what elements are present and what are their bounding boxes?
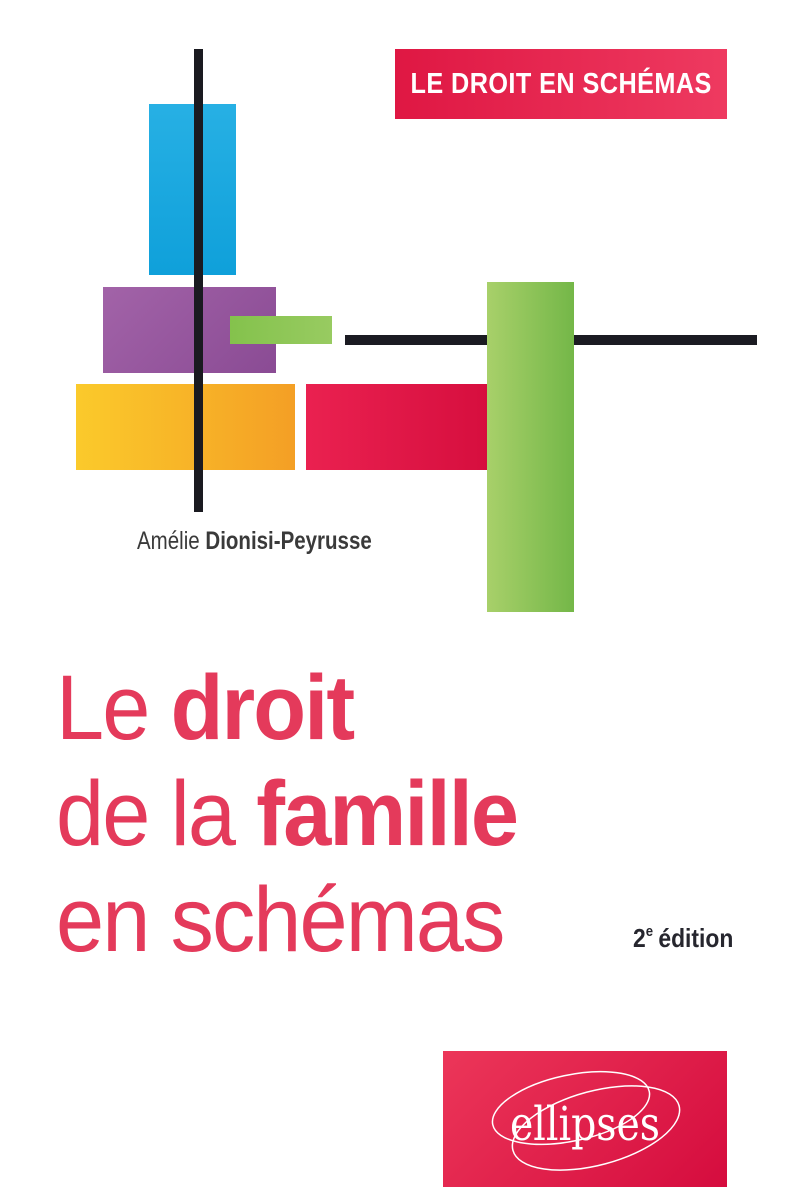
title-line-2-light: de la	[56, 763, 257, 865]
edition-word: édition	[658, 923, 734, 953]
title-line-3-light: en schémas	[56, 869, 504, 971]
red-rectangle	[306, 384, 490, 470]
publisher-name: ellipses	[510, 1097, 660, 1152]
title-line-2	[56, 761, 517, 867]
title-line-2-bold: famille	[256, 763, 518, 865]
edition-label	[633, 923, 733, 954]
publisher-logo	[443, 1051, 727, 1187]
blue-rectangle	[149, 104, 236, 275]
title-line-1-bold: droit	[170, 657, 354, 759]
book-title	[56, 655, 517, 973]
green-horizontal-bar	[230, 316, 332, 344]
author-last-name: Dionisi-Peyrusse	[205, 527, 372, 555]
edition-number: 2	[633, 923, 646, 953]
publisher-logo-graphic	[443, 1051, 727, 1187]
title-line-1	[56, 655, 517, 761]
title-line-1-light: Le	[56, 657, 171, 759]
collection-banner	[395, 49, 727, 119]
edition-superscript: e	[645, 923, 654, 941]
green-vertical-rectangle	[487, 282, 574, 612]
collection-banner-label: LE DROIT EN SCHÉMAS	[410, 67, 712, 100]
author-name	[137, 527, 372, 556]
vertical-black-line	[194, 49, 203, 512]
author-first-name: Amélie	[137, 527, 200, 555]
title-line-3	[56, 867, 517, 973]
yellow-rectangle	[76, 384, 295, 470]
